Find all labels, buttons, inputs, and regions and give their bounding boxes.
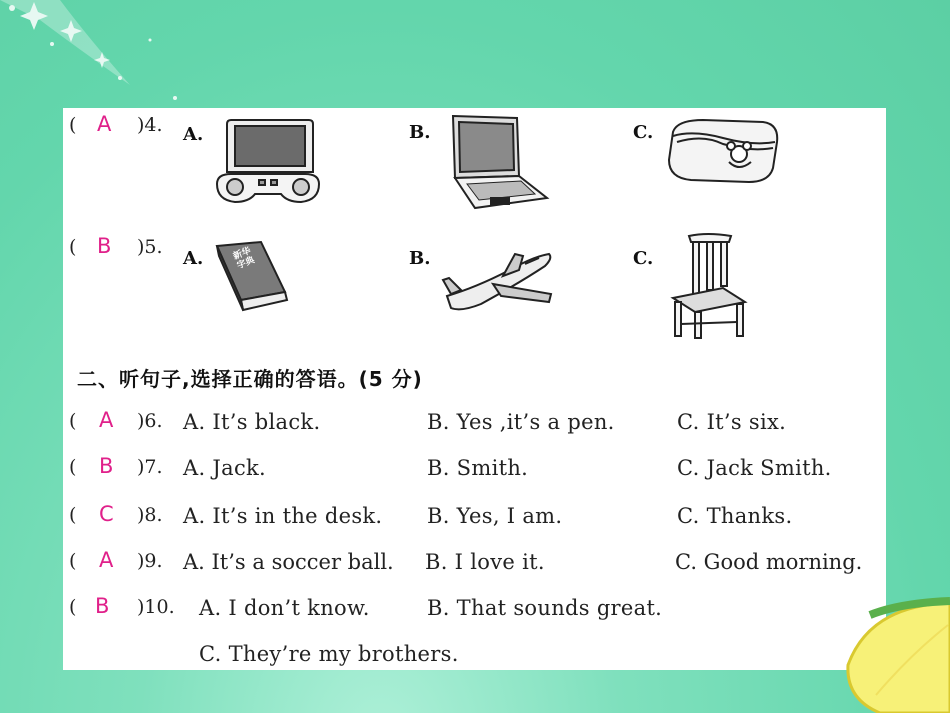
option-8b: B. Yes, I am. — [427, 504, 563, 528]
option-5a-label: A. — [183, 248, 204, 269]
option-8a: A. It’s in the desk. — [183, 504, 383, 528]
answer-4: A — [97, 112, 112, 136]
answer-5: B — [97, 234, 112, 258]
question-number-8: )8. — [137, 504, 163, 526]
open-paren: ( — [69, 596, 77, 618]
option-9a: A. It’s a soccer ball. — [183, 550, 394, 574]
question-7 — [63, 456, 886, 486]
answer-9: A — [99, 548, 114, 572]
laptop-icon — [439, 112, 551, 212]
question-number-5: )5. — [137, 236, 163, 258]
question-number-9: )9. — [137, 550, 163, 572]
dictionary-book-icon — [213, 238, 291, 316]
leaf-decoration — [840, 595, 950, 713]
question-number-6: )6. — [137, 410, 163, 432]
open-paren: ( — [69, 550, 77, 572]
option-5c-label: C. — [633, 248, 654, 269]
answer-10: B — [95, 594, 110, 618]
book-title-text: 新华字典 — [232, 246, 257, 272]
sparkle-decoration — [0, 0, 200, 120]
open-paren: ( — [69, 504, 77, 526]
option-7b: B. Smith. — [427, 456, 529, 480]
question-8 — [63, 504, 886, 534]
worksheet-paper — [63, 108, 886, 670]
option-4c-label: C. — [633, 122, 654, 143]
question-number-10: )10. — [137, 596, 175, 618]
option-8c: C. Thanks. — [677, 504, 793, 528]
option-10c: C. They’re my brothers. — [199, 642, 459, 666]
handheld-game-console-icon — [213, 114, 323, 208]
airplane-icon — [441, 248, 557, 316]
answer-7: B — [99, 454, 114, 478]
section-title: 二、听句子,选择正确的答语。(5 分) — [77, 367, 423, 391]
question-10-continued — [63, 642, 886, 672]
option-6a: A. It’s black. — [183, 410, 321, 434]
open-paren: ( — [69, 410, 77, 432]
question-9 — [63, 550, 886, 580]
open-paren: ( — [69, 236, 77, 258]
option-4a-label: A. — [183, 124, 204, 145]
option-9c: C. Good morning. — [675, 550, 863, 574]
option-4b-label: B. — [409, 122, 431, 143]
option-10b: B. That sounds great. — [427, 596, 663, 620]
option-7c: C. Jack Smith. — [677, 456, 832, 480]
answer-8: C — [99, 502, 114, 526]
chair-icon — [667, 230, 749, 340]
option-10a: A. I don’t know. — [199, 596, 370, 620]
question-6 — [63, 410, 886, 440]
answer-6: A — [99, 408, 114, 432]
question-number-4: )4. — [137, 114, 163, 136]
option-9b: B. I love it. — [425, 550, 545, 574]
option-5b-label: B. — [409, 248, 431, 269]
option-7a: A. Jack. — [183, 456, 267, 480]
option-6c: C. It’s six. — [677, 410, 787, 434]
open-paren: ( — [69, 456, 77, 478]
question-10 — [63, 596, 886, 626]
pencil-case-icon — [663, 116, 783, 188]
question-number-7: )7. — [137, 456, 163, 478]
option-6b: B. Yes ,it’s a pen. — [427, 410, 615, 434]
open-paren: ( — [69, 114, 77, 136]
